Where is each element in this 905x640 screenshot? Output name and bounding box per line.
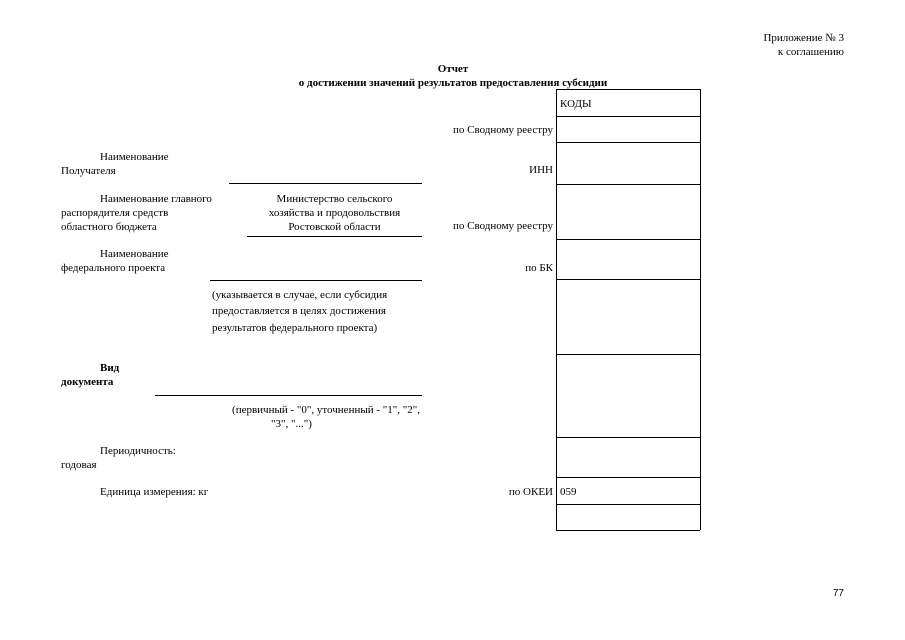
doc-type-hint-line-1: (первичный - "0", уточненный - "1", "2",: [232, 404, 420, 416]
svodny-reestr-label-1: по Сводному реестру: [453, 124, 553, 136]
okei-code-value: 059: [560, 486, 577, 498]
main-manager-label-line-1: Наименование главного: [100, 193, 212, 205]
report-title: Отчет: [437, 63, 469, 75]
appendix-line-2: к соглашению: [777, 46, 844, 58]
codes-header: КОДЫ: [560, 98, 592, 110]
periodicity-value: годовая: [61, 459, 97, 471]
inn-label: ИНН: [529, 164, 553, 176]
doc-type-underline: [155, 395, 422, 396]
recipient-underline: [229, 183, 422, 184]
doc-type-hint-line-2: "3", "..."): [271, 418, 312, 430]
main-manager-value-line-3: Ростовской области: [288, 221, 381, 233]
main-manager-label-line-2: распорядителя средств: [61, 207, 169, 219]
federal-project-underline: [210, 280, 422, 281]
main-manager-value-line-1: Министерство сельского: [276, 193, 393, 205]
report-subtitle: о достижении значений результатов предоставления субсидии: [298, 77, 608, 89]
federal-project-label-line-2: федерального проекта: [61, 262, 166, 274]
page-number: 77: [832, 588, 844, 599]
svodny-reestr-label-2: по Сводному реестру: [453, 220, 553, 232]
unit-label: Единица измерения: кг: [100, 486, 209, 498]
bk-label: по БК: [525, 262, 553, 274]
recipient-label-line-2: Получателя: [61, 165, 116, 177]
main-manager-underline: [247, 236, 422, 237]
federal-project-label-line-1: Наименование: [100, 248, 169, 260]
main-manager-value-line-2: хозяйства и продовольствия: [268, 207, 401, 219]
doc-type-label-line-2: документа: [61, 376, 114, 388]
federal-project-hint-line-3: результатов федерального проекта): [212, 322, 378, 334]
federal-project-hint-line-2: предоставляется в целях достижения: [212, 305, 386, 317]
federal-project-hint-line-1: (указывается в случае, если субсидия: [212, 289, 388, 301]
recipient-label-line-1: Наименование: [100, 151, 169, 163]
okei-label: по ОКЕИ: [508, 486, 553, 498]
appendix-line-1: Приложение № 3: [763, 32, 844, 44]
periodicity-label: Периодичность:: [100, 445, 176, 457]
doc-type-label-line-1: Вид: [100, 362, 120, 374]
main-manager-label-line-3: областного бюджета: [61, 221, 157, 233]
